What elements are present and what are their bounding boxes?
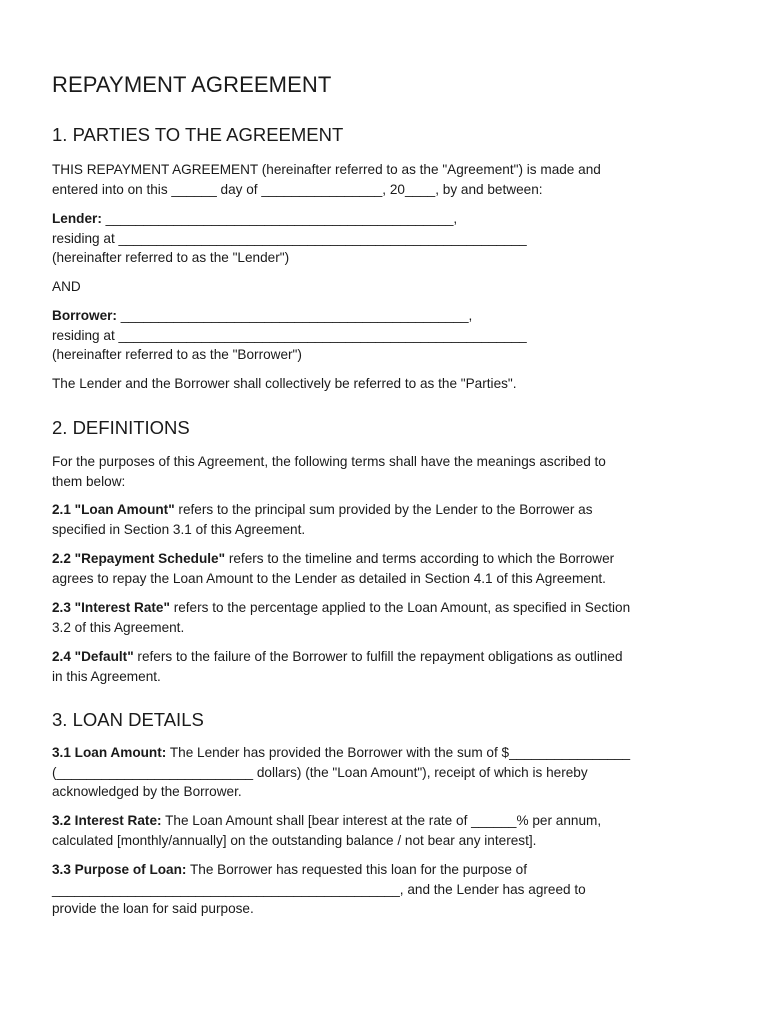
definitions-intro-line-1: For the purposes of this Agreement, the following terms shall have the meanings ascribed to — [52, 454, 606, 469]
definition-text: in this Agreement. — [52, 668, 161, 684]
definitions-intro — [52, 452, 606, 491]
definition-default — [52, 647, 623, 686]
definition-text: specified in Section 3.1 of this Agreement. — [52, 521, 306, 537]
clause-text: The Loan Amount shall [bear interest at the rate of ______% per annum, — [161, 813, 602, 828]
lender-label: Lender: — [52, 211, 102, 226]
lender-block — [52, 209, 527, 268]
definition-text: refers to the percentage applied to the Loan Amount, as specified in Section — [169, 600, 631, 615]
definition-text: refers to the timeline and terms according to which the Borrower — [225, 551, 615, 566]
definition-term: 2.4 "Default" — [52, 649, 134, 664]
document-title: REPAYMENT AGREEMENT — [52, 72, 332, 97]
definition-term: 2.2 "Repayment Schedule" — [52, 551, 226, 566]
lender-name-blank: ______________________________________________, — [101, 211, 458, 226]
clause-term: 3.1 Loan Amount: — [52, 745, 167, 760]
definition-text: agrees to repay the Loan Amount to the Lender as detailed in Section 4.1 of this Agreement. — [52, 570, 606, 586]
definition-loan-amount — [52, 500, 593, 539]
definitions-intro-line-2: them below: — [52, 473, 126, 489]
definition-term: 2.1 "Loan Amount" — [52, 502, 175, 517]
clause-term: 3.2 Interest Rate: — [52, 813, 162, 828]
borrower-reference: (hereinafter referred to as the "Borrower") — [52, 347, 302, 362]
clause-text: calculated [monthly/annually] on the outstanding balance / not bear any interest]. — [52, 832, 537, 848]
clause-term: 3.3 Purpose of Loan: — [52, 862, 187, 877]
parties-intro — [52, 160, 601, 199]
clause-text: ______________________________________________, and the Lender has agreed to — [52, 881, 586, 897]
definition-term: 2.3 "Interest Rate" — [52, 600, 170, 615]
and-separator: AND — [52, 279, 81, 294]
clause-text: The Lender has provided the Borrower with the sum of $________________ — [166, 745, 631, 760]
definition-text: 3.2 of this Agreement. — [52, 619, 185, 635]
section-heading-parties: 1. PARTIES TO THE AGREEMENT — [52, 124, 344, 145]
parties-intro-line-2: entered into on this ______ day of ________________, 20____, by and between: — [52, 181, 543, 197]
clause-text: (__________________________ dollars) (the "Loan Amount"), receipt of which is hereby — [52, 764, 588, 780]
parties-note: The Lender and the Borrower shall collectively be referred to as the "Parties". — [52, 376, 517, 391]
loan-amount-clause — [52, 743, 630, 802]
definition-text: refers to the failure of the Borrower to fulfill the repayment obligations as outlined — [133, 649, 623, 664]
borrower-residing: residing at ______________________________________________________ — [52, 327, 527, 343]
lender-reference: (hereinafter referred to as the "Lender") — [52, 250, 290, 265]
definition-text: refers to the principal sum provided by the Lender to the Borrower as — [174, 502, 593, 517]
borrower-name-blank: ______________________________________________, — [116, 308, 473, 323]
lender-residing: residing at ______________________________________________________ — [52, 230, 527, 246]
borrower-label: Borrower: — [52, 308, 117, 323]
clause-text: acknowledged by the Borrower. — [52, 784, 242, 799]
clause-text: The Borrower has requested this loan for the purpose of — [186, 862, 528, 877]
section-heading-definitions: 2. DEFINITIONS — [52, 417, 190, 438]
section-heading-loan-details: 3. LOAN DETAILS — [52, 709, 204, 730]
borrower-block — [52, 306, 527, 365]
interest-rate-clause — [52, 811, 601, 850]
definition-interest-rate — [52, 598, 630, 637]
parties-intro-line-1: THIS REPAYMENT AGREEMENT (hereinafter referred to as the "Agreement") is made and — [52, 162, 601, 177]
definition-repayment-schedule — [52, 549, 614, 588]
clause-text: provide the loan for said purpose. — [52, 901, 254, 916]
purpose-of-loan-clause — [52, 860, 586, 919]
